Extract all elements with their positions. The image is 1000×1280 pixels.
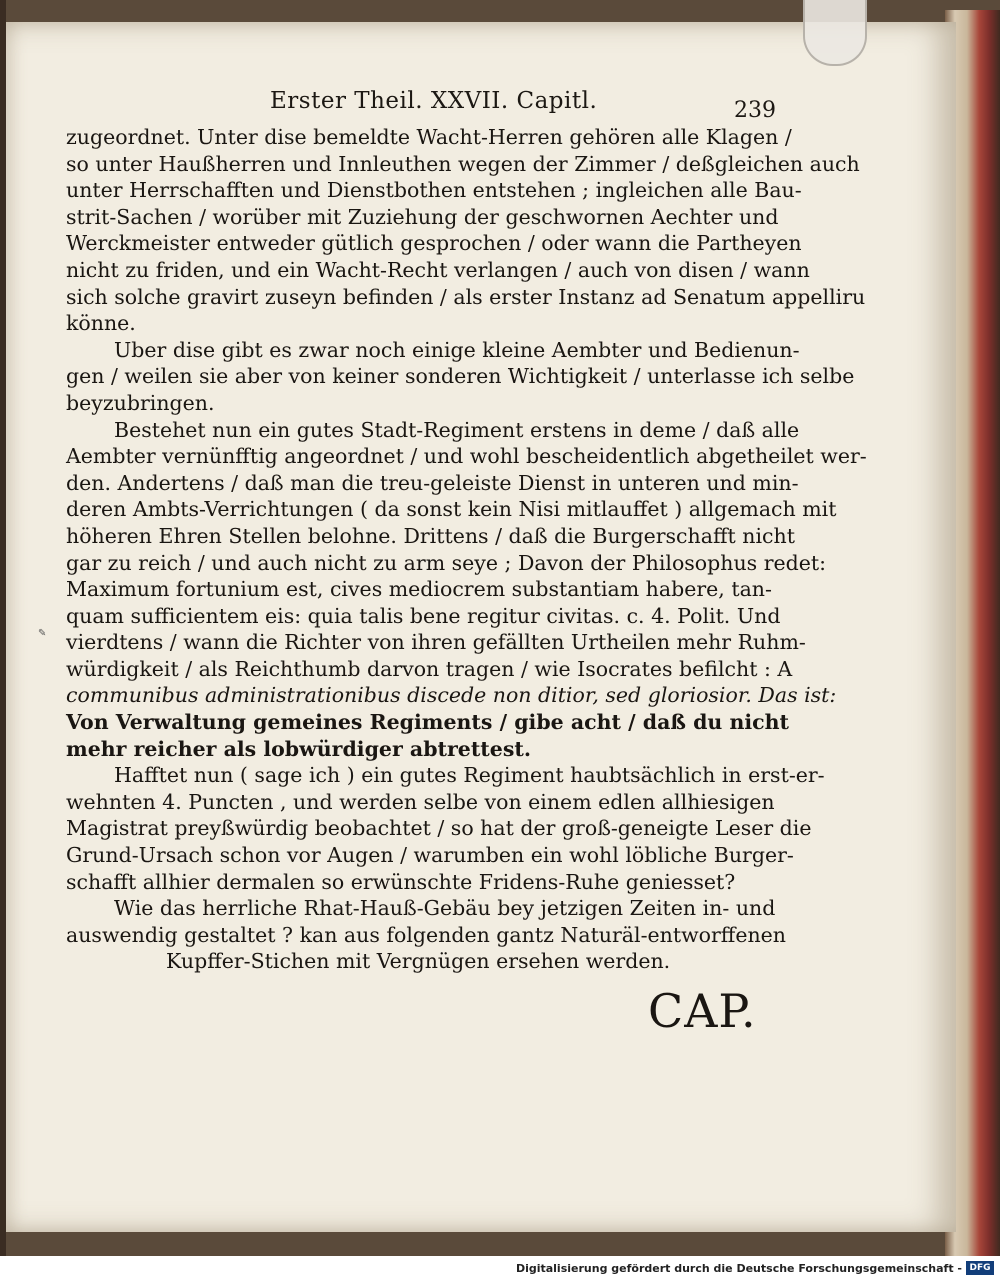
dfg-logo-icon: DFG <box>966 1261 994 1275</box>
text-line: Werckmeister entweder gütlich gesprochen / oder wann die Partheyen <box>66 231 802 256</box>
text-line: Magistrat preyßwürdig beobachtet / so hat der groß-geneigte Leser die <box>66 816 812 841</box>
text-line: strit-Sachen / worüber mit Zuziehung der geschwornen Aechter und <box>66 204 779 229</box>
text-line: höheren Ehren Stellen belohne. Drittens / daß die Burgerschafft nicht <box>66 523 795 548</box>
paragraph-5 <box>66 895 787 975</box>
text-line: so unter Haußherren und Innleuthen wegen der Zimmer / deßgleichen auch <box>66 151 860 176</box>
text-line: gar zu reich / und auch nicht zu arm seye ; Davon der Philosophus redet: <box>66 550 827 575</box>
text-line: quam sufficientem eis: quia talis bene regitur civitas. c. 4. Polit. Und <box>66 603 781 628</box>
text-line: Grund-Ursach schon vor Augen / warumben ein wohl löbliche Burger- <box>66 843 794 868</box>
text-line: schafft allhier dermalen so erwünschte Fridens-Ruhe geniesset? <box>66 869 736 894</box>
text-line: deren Ambts-Verrichtungen ( da sonst kein Nisi mitlauffet ) allgemach mit <box>66 497 837 522</box>
page-number: 239 <box>734 98 776 123</box>
catchword: CAP. <box>648 984 757 1038</box>
paper-clip <box>803 0 867 66</box>
text-line-bold: Von Verwaltung gemeines Regiments / gibe acht / daß du nicht <box>66 710 789 735</box>
text-line: Hafftet nun ( sage ich ) ein gutes Regiment haubtsächlich in erst-er- <box>114 763 825 788</box>
text-line: vierdtens / wann die Richter von ihren gefällten Urtheilen mehr Ruhm- <box>66 630 806 655</box>
text-line: nicht zu friden, und ein Wacht-Recht verlangen / auch von disen / wann <box>66 257 810 282</box>
text-line: Wie das herrliche Rhat-Hauß-Gebäu bey jetzigen Zeiten in- und <box>114 896 776 921</box>
text-line: auswendig gestaltet ? kan aus folgenden gantz Naturäl-entworffenen <box>66 922 787 947</box>
text-line: Bestehet nun ein gutes Stadt-Regiment erstens in deme / daß alle <box>114 417 800 442</box>
text-line: den. Andertens / daß man die treu-geleiste Dienst in unteren und min- <box>66 470 799 495</box>
text-line: gen / weilen sie aber von keiner sonderen Wichtigkeit / unterlasse ich selbe <box>66 364 855 389</box>
text-line: wehnten 4. Puncten , und werden selbe von einem edlen allhiesigen <box>66 789 775 814</box>
text-line: Maximum fortunium est, cives mediocrem substantiam habere, tan- <box>66 577 772 602</box>
paragraph-1 <box>66 124 866 337</box>
text-line-bold: mehr reicher als lobwürdiger abtrettest. <box>66 736 531 761</box>
body-text <box>66 124 867 975</box>
text-line: Uber dise gibt es zwar noch einige kleine Aembter und Bedienun- <box>114 337 800 362</box>
text-line: würdigkeit / als Reichthumb darvon tragen / wie Isocrates befilcht : A <box>66 656 793 681</box>
footer-credit: Digitalisierung gefördert durch die Deutsche Forschungsgemeinschaft - <box>515 1262 962 1275</box>
text-line: sich solche gravirt zuseyn befinden / als erster Instanz ad Senatum appelliru <box>66 284 866 309</box>
running-header: Erster Theil. XXVII. Capitl. <box>270 88 598 114</box>
text-line: unter Herrschafften und Dienstbothen entstehen ; ingleichen alle Bau- <box>66 178 802 203</box>
text-line: zugeordnet. Unter dise bemeldte Wacht-Herren gehören alle Klagen / <box>66 125 792 149</box>
text-line: communibus administrationibus discede non ditior, sed gloriosior. Das ist: <box>66 683 837 708</box>
margin-mark: ✎ <box>38 628 47 639</box>
text-line: beyzubringen. <box>66 390 215 415</box>
text-line: Aembter vernünfftig angeordnet / und wohl bescheidentlich abgetheilet wer- <box>66 444 867 469</box>
paragraph-4 <box>66 762 825 895</box>
footer-bar <box>0 1256 1000 1280</box>
paragraph-2 <box>66 337 855 417</box>
text-line: könne. <box>66 311 136 336</box>
paragraph-3 <box>66 417 867 763</box>
text-line: Kupffer-Stichen mit Vergnügen ersehen werden. <box>166 949 671 974</box>
